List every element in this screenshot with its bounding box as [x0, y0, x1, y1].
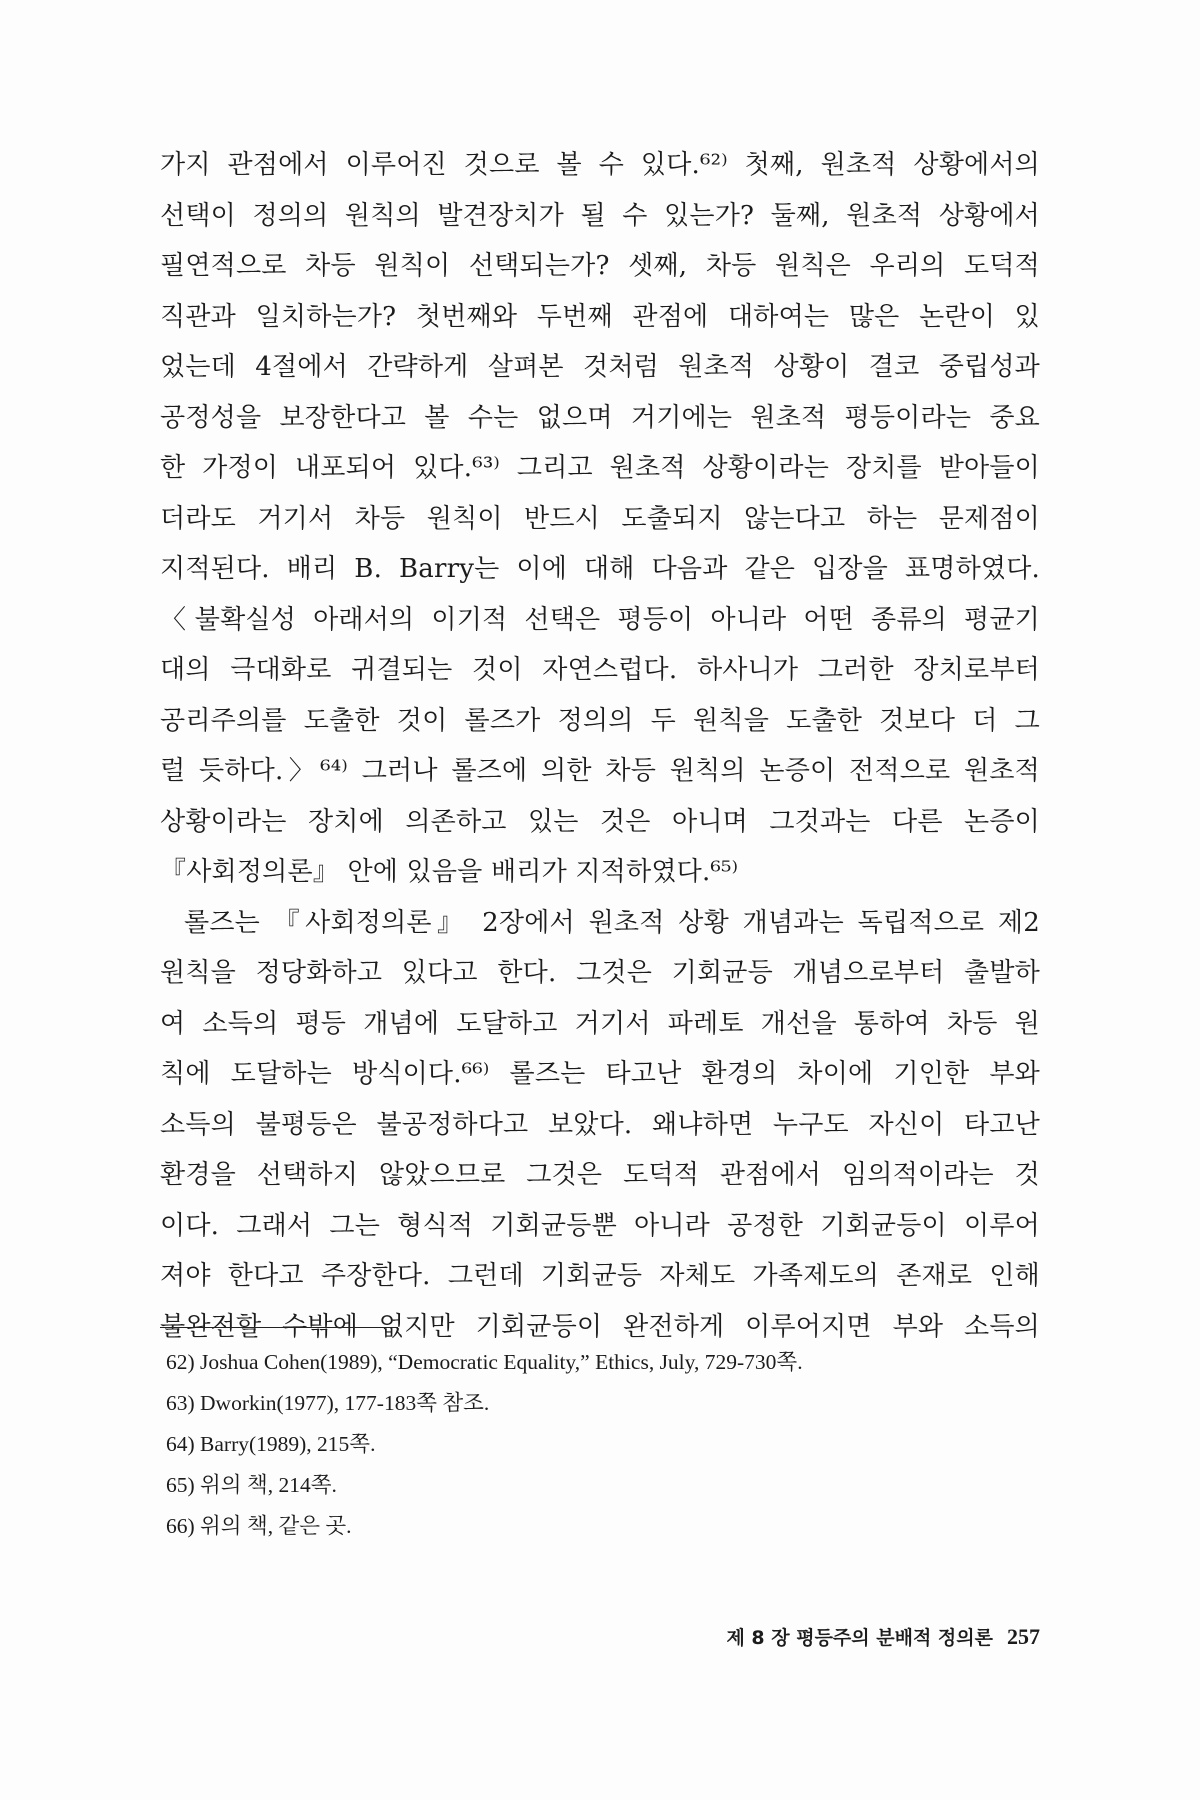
- text-line: 필연적으로 차등 원칙이 선택되는가? 셋째, 차등 원칙은 우리의 도덕적: [160, 251, 1040, 281]
- text-line: 칙에 도달하는 방식이다.⁶⁶⁾ 롤즈는 타고난 환경의 차이에 기인한 부와: [160, 1059, 1040, 1089]
- footnotes: [166, 1342, 1026, 1547]
- chapter-title: 제 8 장 평등주의 분배적 정의론: [726, 1627, 993, 1649]
- text-line: 었는데 4절에서 간략하게 살펴본 것처럼 원초적 상황이 결코 중립성과: [160, 352, 1040, 382]
- body-text: [160, 140, 1040, 1352]
- text-line: 공정성을 보장한다고 볼 수는 없으며 거기에는 원초적 평등이라는 중요: [160, 402, 1040, 433]
- footnote: 63) Dworkin(1977), 177-183쪽 참조.: [166, 1391, 490, 1415]
- text-line: 상황이라는 장치에 의존하고 있는 것은 아니며 그것과는 다른 논증이: [160, 806, 1040, 837]
- text-line: 럴 듯하다.〉⁶⁴⁾ 그러나 롤즈에 의한 차등 원칙의 논증이 전적으로 원초적: [160, 756, 1040, 786]
- paragraph-end-line: 『사회정의론』 안에 있음을 배리가 지적하였다.⁶⁵⁾: [160, 857, 739, 887]
- text-line: 여 소득의 평등 개념에 도달하고 거기서 파레토 개선을 통하여 차등 원: [160, 1008, 1040, 1039]
- footnote: 62) Joshua Cohen(1989), “Democratic Equality,” Ethics, July, 729-730쪽.: [166, 1350, 803, 1374]
- text-line: 〈불확실성 아래서의 이기적 선택은 평등이 아니라 어떤 종류의 평균기: [160, 604, 1040, 635]
- text-line: 소득의 불평등은 불공정하다고 보았다. 왜냐하면 누구도 자신이 타고난: [160, 1109, 1040, 1140]
- footnote: 66) 위의 책, 같은 곳.: [166, 1514, 352, 1538]
- text-line: 져야 한다고 주장한다. 그런데 기회균등 자체도 가족제도의 존재로 인해: [160, 1261, 1040, 1291]
- text-line: 한 가정이 내포되어 있다.⁶³⁾ 그리고 원초적 상황이라는 장치를 받아들이: [160, 453, 1040, 483]
- running-footer: [620, 1620, 1040, 1654]
- paragraph-start-line: 롤즈는 『사회정의론』 2장에서 원초적 상황 개념과는 독립적으로 제2: [184, 907, 1040, 938]
- footnote: 64) Barry(1989), 215쪽.: [166, 1432, 376, 1456]
- text-line: 지적된다. 배리 B. Barry는 이에 대해 다음과 같은 입장을 표명하였다.: [160, 554, 1040, 584]
- text-line: 직관과 일치하는가? 첫번째와 두번째 관점에 대하여는 많은 논란이 있: [160, 301, 1040, 332]
- page-number: 257: [1007, 1624, 1040, 1649]
- text-line: 환경을 선택하지 않았으므로 그것은 도덕적 관점에서 임의적이라는 것: [160, 1160, 1040, 1190]
- text-line: 불완전할 수밖에 없지만 기회균등이 완전하게 이루어지면 부와 소득의: [160, 1311, 1040, 1342]
- text-line: 공리주의를 도출한 것이 롤즈가 정의의 두 원칙을 도출한 것보다 더 그: [160, 705, 1040, 736]
- text-line: 원칙을 정당화하고 있다고 한다. 그것은 기회균등 개념으로부터 출발하: [160, 958, 1040, 988]
- text-line: 대의 극대화로 귀결되는 것이 자연스럽다. 하사니가 그러한 장치로부터: [160, 655, 1040, 685]
- text-line: 더라도 거기서 차등 원칙이 반드시 도출되지 않는다고 하는 문제점이: [160, 503, 1040, 534]
- text-line: 가지 관점에서 이루어진 것으로 볼 수 있다.⁶²⁾ 첫째, 원초적 상황에서의: [160, 150, 1040, 180]
- footnote-divider: [160, 1327, 398, 1328]
- footnote: 65) 위의 책, 214쪽.: [166, 1473, 337, 1497]
- text-line: 선택이 정의의 원칙의 발견장치가 될 수 있는가? 둘째, 원초적 상황에서: [160, 200, 1040, 231]
- text-line: 이다. 그래서 그는 형식적 기회균등뿐 아니라 공정한 기회균등이 이루어: [160, 1210, 1040, 1241]
